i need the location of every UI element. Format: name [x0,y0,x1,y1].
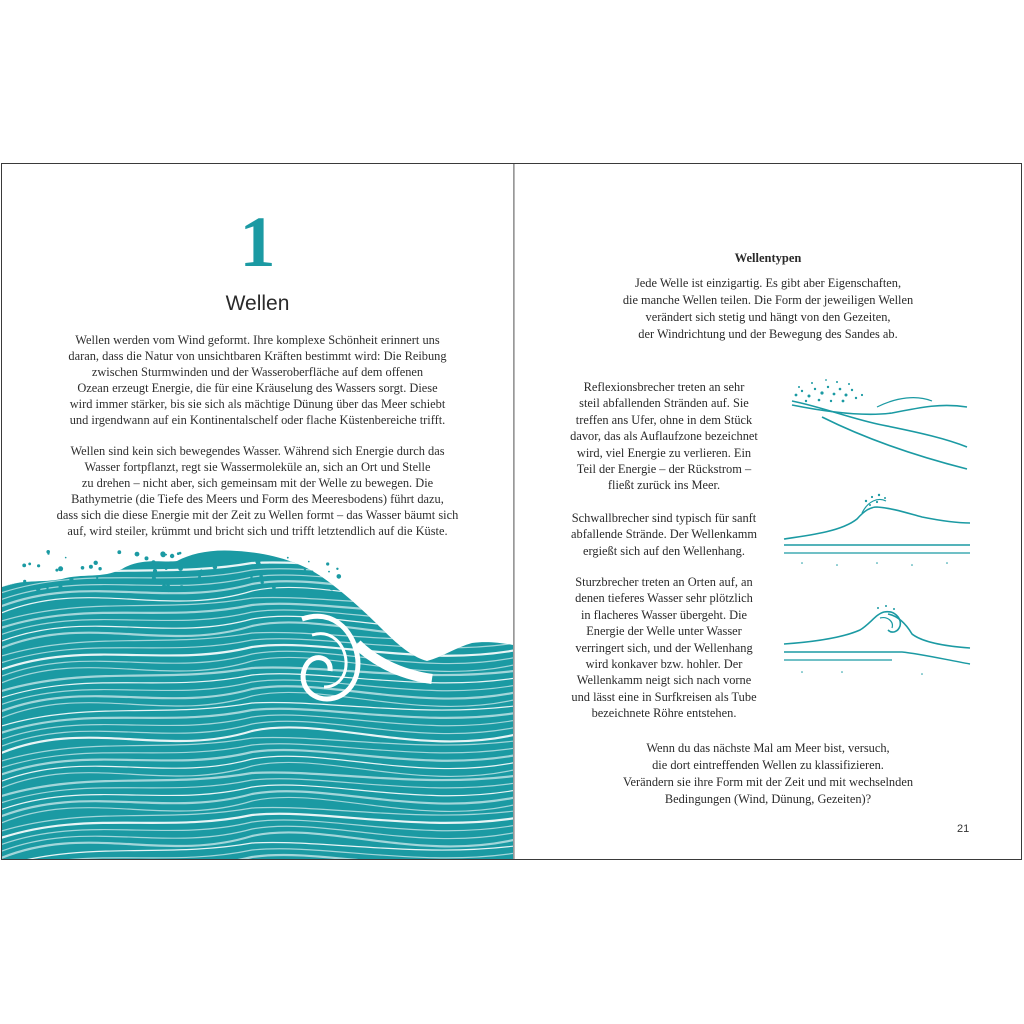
book-spread [1,163,1022,860]
spray-dot [166,587,171,592]
text-line: ergießt sich auf den Wellenhang. [583,543,745,558]
surging-breaker-description [559,379,769,494]
spray-dot [180,585,184,589]
spray-dot [151,560,155,564]
spray-dot [268,564,271,567]
text-line: verändert sich stetig und hängt von den Gezeiten, [645,310,891,324]
text-line: Teil der Energie – der Rückstrom – [576,462,752,477]
text-line: auf, wird steiler, krümmt und bricht sich und trifft letztendlich auf die Küste. [67,524,448,538]
text-line: zwischen Sturmwinden und der Wasseroberfläche auf dem offenen [91,365,424,379]
spray-dot [338,576,340,578]
spray-dot [256,562,261,567]
spray-dot [170,554,174,558]
spray-dot [326,562,329,565]
text-line: Wellenkamm neigt sich nach vorne [576,673,752,688]
spray-dot [145,556,149,560]
spray-dot [230,555,232,557]
spray-dot [177,552,180,555]
spray-dot [23,580,26,583]
left-page [2,164,513,859]
spray-dot [287,584,289,586]
spray-dot [198,576,201,579]
wave-types-intro [605,275,931,343]
text-line: wird konkaver bzw. hohler. Der [585,657,743,672]
spray-dot [304,569,306,571]
spray-dot [308,561,310,563]
chapter-title: Wellen [225,292,290,315]
spray-dot [220,553,223,556]
spilling-breaker-illustration [782,491,972,571]
spray-dot [59,585,63,589]
spray-dot [65,557,67,559]
spray-dot [328,571,330,573]
text-line: abfallende Strände. Der Wellenkamm [571,527,757,542]
spray-dot [47,553,49,555]
spray-dot [272,586,276,590]
text-line: fließt zurück ins Meer. [607,478,721,493]
text-line: Wellen werden vom Wind geformt. Ihre komplexe Schönheit erinnert uns [75,333,440,347]
text-line: Sturzbrecher treten an Orten auf, an [575,575,753,589]
spray-dot [287,557,289,559]
section-heading: Wellentypen [734,251,802,265]
spray-dot [22,564,26,568]
text-line: daran, dass die Natur von unsichtbaren Kräften bestimmt wird: Die Reibung [68,349,447,363]
chapter-number: 1 [239,202,276,282]
text-line: Schwallbrecher sind typisch für sanft [571,511,757,525]
text-line: und lässt eine in Surfkreisen als Tube [571,689,757,704]
spray-dot [310,571,313,574]
right-page [515,164,1021,859]
text-line: davor, das als Auflaufzone bezeichnet [570,429,758,444]
text-line: steil abfallenden Stränden auf. Sie [579,396,749,411]
spray-dot [213,565,217,569]
wave-illustration [2,549,513,859]
spray-dot [81,566,85,570]
plunging-breaker-description [559,574,769,722]
spray-dot [161,564,165,568]
text-line: Wasser fortpflanzt, regt sie Wassermoleküle an, sich an Ort und Stelle [84,460,431,474]
closing-paragraph [605,740,931,808]
text-line: Wenn du das nächste Mal am Meer bist, versuch, [646,741,890,755]
spray-dot [58,566,63,571]
spray-dot [89,565,93,569]
spilling-breaker-description [559,510,769,559]
spray-dot [237,557,239,559]
spray-dot [236,561,238,563]
text-line: Wellen sind kein sich bewegendes Wasser. Während sich Energie durch das [70,444,445,458]
intro-paragraph [42,332,473,428]
spray-dot [200,569,202,571]
spray-dot [162,584,166,588]
spray-dot [190,563,192,565]
spray-dot [46,587,48,589]
text-line: Ozean erzeugt Energie, die für eine Kräuselung des Wassers sorgt. Diese [77,381,438,395]
spray-dot [94,561,98,565]
text-line: Verändern sie ihre Form mit der Zeit und mit wechselnden [622,775,914,789]
spray-dot [153,569,157,573]
text-line: in flacheres Wasser übergeht. Die [580,607,748,622]
spray-dot [336,568,338,570]
text-line: die dort eintreffenden Wellen zu klassifizieren. [652,758,884,772]
text-line: wird, viel Energie zu verlieren. Ein [576,445,752,460]
text-line: zu drehen – nicht aber, sich gemeinsam mit der Welle zu bewegen. Die [81,476,434,490]
text-line: dass sich die diese Energie mit der Zeit zu Wellen formt – das Wasser bäumt sich [56,508,459,522]
text-line: bezeichnete Röhre entstehen. [591,706,737,721]
text-line: und irgendwann auf ein Kontinentalschelf oder flache Küstenbereiche trifft. [69,413,446,427]
spray-dot [96,577,98,579]
text-line: die manche Wellen teilen. Die Form der jeweiligen Wellen [622,293,914,307]
text-line: wird immer stärker, bis sie sich als mächtige Dünung über das Meer schiebt [69,397,446,411]
spray-dot [117,550,121,554]
plunging-breaker-illustration [782,604,972,678]
text-line: Reflexionsbrecher treten an sehr [583,380,745,394]
spray-dot [98,567,101,570]
spray-dot [135,552,140,557]
page-number: 21 [957,823,970,835]
spray-dot [261,581,264,584]
text-line: denen tieferes Wasser sehr plötzlich [575,591,753,606]
spray-dot [165,567,168,570]
spray-dot [37,564,40,567]
spray-dot [97,580,99,582]
text-line: treffen ans Ufer, ohne in dem Stück [575,412,753,427]
spray-dot [250,575,253,578]
text-line: Bathymetrie (die Tiefe des Meers und Form des Meeresbodens) führt dazu, [71,492,444,506]
spray-dot [36,586,41,591]
text-line: der Windrichtung und der Bewegung des Sandes ab. [638,327,898,341]
spray-dot [196,563,198,565]
spray-dot [106,579,111,584]
spray-dot [160,551,165,556]
spray-dot [232,585,234,587]
text-line: Energie der Welle unter Wasser [586,624,742,639]
spray-dot [28,563,31,566]
text-line: Bedingungen (Wind, Dünung, Gezeiten)? [664,792,872,806]
text-line: Jede Welle ist einzigartig. Es gibt aber Eigenschaften, [634,276,902,290]
text-line: verringert sich, und der Wellenhang [575,640,753,655]
spray-dot [166,584,170,588]
energy-paragraph [42,443,473,539]
spray-dot [55,569,58,572]
spray-dot [178,566,183,571]
spray-dot [330,586,335,591]
spray-dot [178,572,180,574]
spray-dot [69,577,73,581]
spray-dot [259,575,263,579]
surging-breaker-illustration [782,377,972,473]
spray-dot [152,576,156,580]
